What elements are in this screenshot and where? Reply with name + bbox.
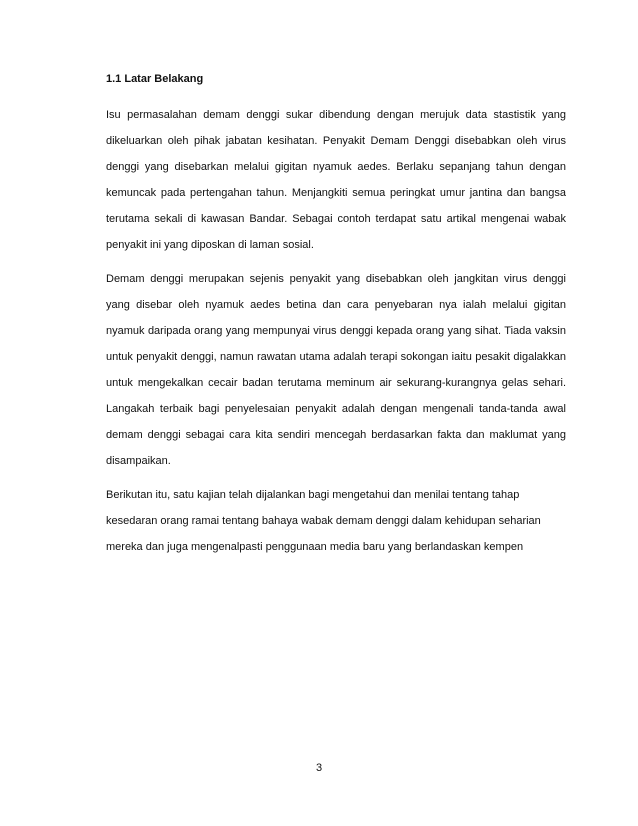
paragraph-3: Berikutan itu, satu kajian telah dijalankan bagi mengetahui dan menilai tentang tahap kesedaran orang ramai tentang bahaya wabak demam denggi dalam kehidupan seharian mereka dan juga mengenalpasti penggunaan media baru yang berlandaskan kempen xyxy=(106,489,541,553)
body-text xyxy=(106,102,566,568)
section-heading: 1.1 Latar Belakang xyxy=(106,73,204,85)
paragraph-2: Demam denggi merupakan sejenis penyakit yang disebabkan oleh jangkitan virus denggi yang disebar oleh nyamuk aedes betina dan cara penyebaran nya ialah melalui gigitan nyamuk daripada orang yang mempunyai virus denggi kepada orang yang sihat. Tiada vaksin untuk penyakit denggi, namun rawatan utama adalah terapi sokongan iaitu pesakit digalakkan untuk mengekalkan cecair badan terutama meminum air sekurang-kurangnya gelas sehari. Langakah terbaik bagi penyelesaian penyakit adalah dengan mengenali tanda-tanda awal demam denggi sebagai cara kita sendiri mencegah berdasarkan fakta dan maklumat yang disampaikan. xyxy=(106,273,566,467)
page-number: 3 xyxy=(315,762,323,774)
paragraph-1: Isu permasalahan demam denggi sukar dibendung dengan merujuk data stastistik yang dikeluarkan oleh pihak jabatan kesihatan. Penyakit Demam Denggi disebabkan oleh virus denggi yang disebarkan melalui gigitan nyamuk aedes. Berlaku sepanjang tahun dengan kemuncak pada pertengahan tahun. Menjangkiti semua peringkat umur jantina dan bangsa terutama sekali di kawasan Bandar. Sebagai contoh terdapat satu artikal mengenai wabak penyakit ini yang diposkan di laman sosial. xyxy=(106,109,566,251)
